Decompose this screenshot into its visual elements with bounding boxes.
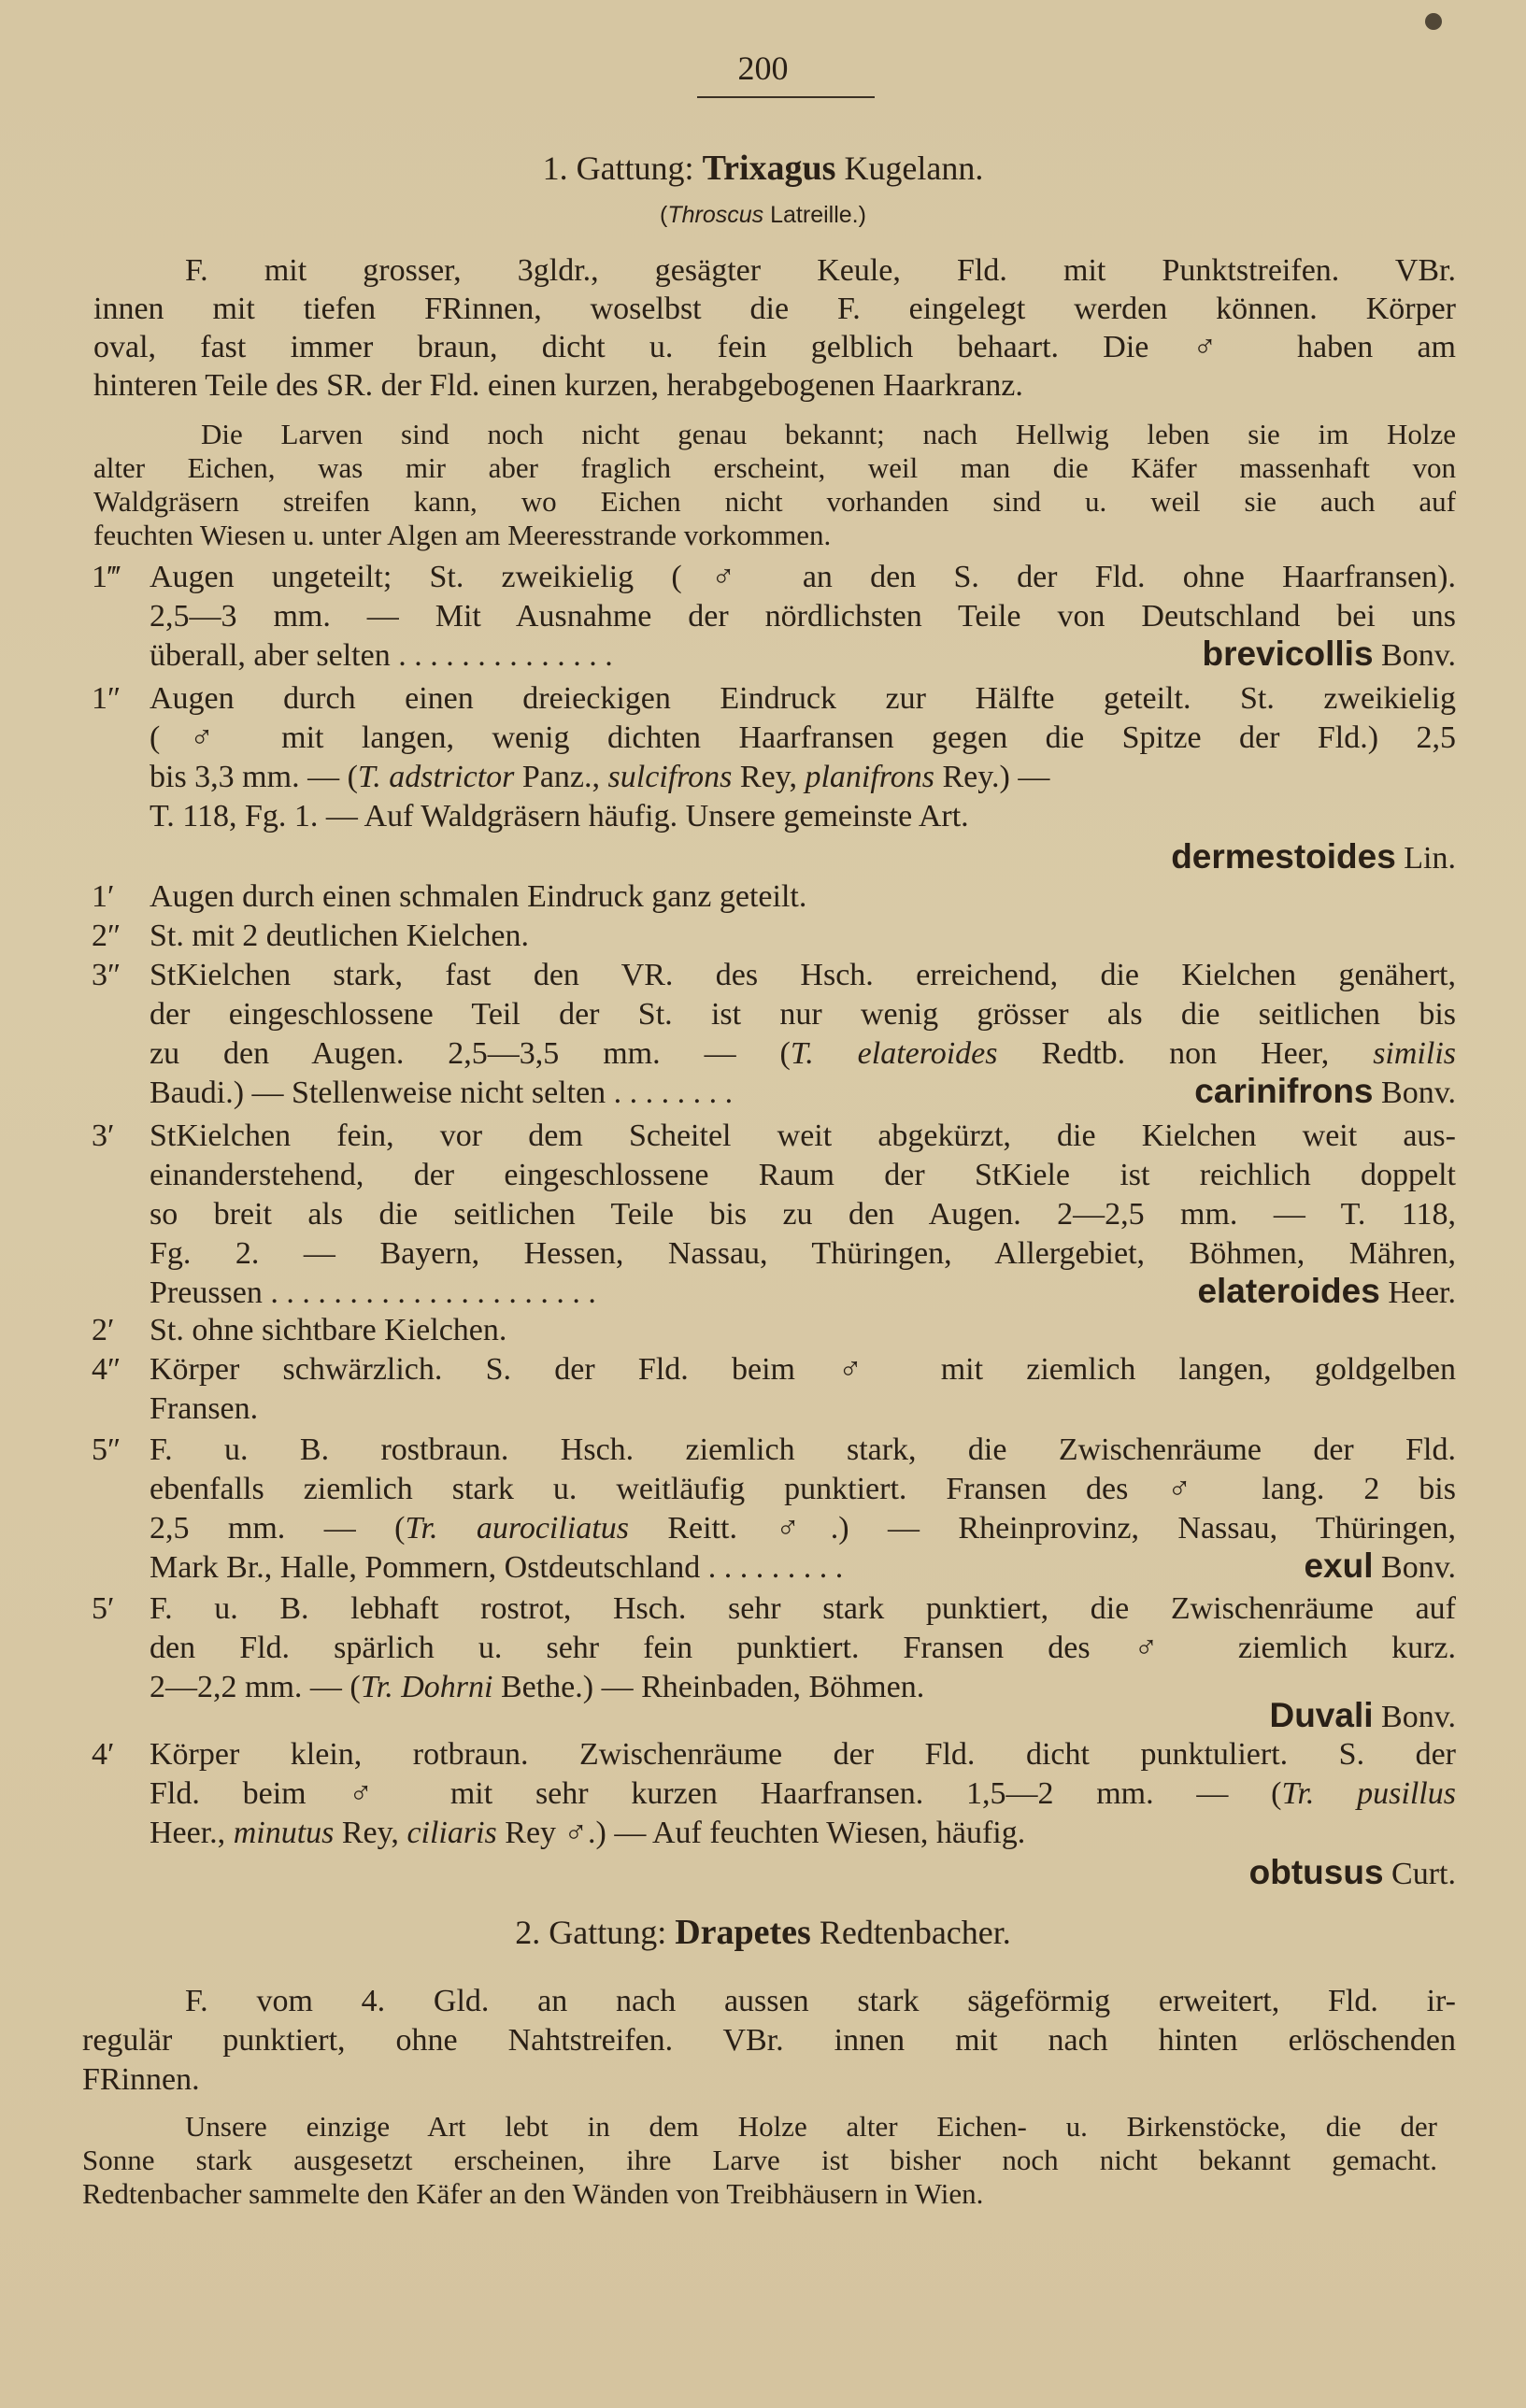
ink-spot xyxy=(1425,13,1442,30)
genus2-note-line: Sonne stark ausgesetzt erscheinen, ihre Larve ist bisher noch nicht bekannt gemacht. xyxy=(82,2144,1437,2176)
synonym: minutus xyxy=(233,1816,335,1850)
key-line: den Fld. spärlich u. sehr fein punktiert. Fransen des ♂ ziemlich kurz. xyxy=(150,1631,1456,1665)
key-line: Körper schwärzlich. S. der Fld. beim ♂ mit ziemlich langen, goldgelben xyxy=(150,1352,1456,1387)
genus-heading-drapetes xyxy=(0,1914,1526,1951)
genus2-note-line: Unsere einzige Art lebt in dem Holze alter Eichen- u. Birkenstöcke, die der xyxy=(185,2110,1437,2143)
key-line: der eingeschlossene Teil der St. ist nur wenig grösser als die seitlichen bis xyxy=(150,997,1456,1032)
key-line: Augen ungeteilt; St. zweikielig (♂ an den S. der Fld. ohne Haarfransen). xyxy=(150,560,1456,594)
key-number: 4′ xyxy=(92,1737,115,1772)
key-line: so breit als die seitlichen Teile bis zu den Augen. 2—2,5 mm. — T. 118, xyxy=(150,1197,1456,1232)
species-name: elateroides xyxy=(1197,1272,1380,1310)
genus1-note-line: feuchten Wiesen u. unter Algen am Meeresstrande vorkommen. xyxy=(93,519,832,551)
species-author: Bonv. xyxy=(1381,638,1456,673)
genus2-desc-line: F. vom 4. Gld. an nach aussen stark sägeförmig erweitert, Fld. ir- xyxy=(185,1984,1456,2018)
species-entry-elateroides xyxy=(841,1273,1456,1312)
genus1-desc-line: innen mit tiefen FRinnen, woselbst die F. eingelegt werden können. Körper xyxy=(93,292,1456,326)
synonym-name: Throscus xyxy=(667,202,764,228)
key-line-synonyms: Fld. beim ♂ mit sehr kurzen Haarfransen. 1,5—2 mm. — (Tr. pusillus xyxy=(150,1776,1456,1811)
key-line-synonyms: Heer., minutus Rey, ciliaris Rey ♂.) — Auf feuchten Wiesen, häufig. xyxy=(150,1816,1026,1850)
key-line: F. u. B. lebhaft rostrot, Hsch. sehr stark punktiert, die Zwischenräume auf xyxy=(150,1591,1456,1626)
species-entry-exul xyxy=(841,1547,1456,1587)
key-line-synonyms: 2,5 mm. — (Tr. aurociliatus Reitt. ♂.) — Rheinprovinz, Nassau, Thüringen, xyxy=(150,1511,1457,1546)
genus1-desc-line: hinteren Teile des SR. der Fld. einen kurzen, herabgebogenen Haarkranz. xyxy=(93,368,1023,403)
species-author: Lin. xyxy=(1404,841,1456,876)
genus-prefix: 1. Gattung: xyxy=(542,150,694,187)
key-line-synonyms: 2—2,2 mm. — (Tr. Dohrni Bethe.) — Rheinbaden, Böhmen. xyxy=(150,1670,925,1704)
key-number: 1″ xyxy=(92,681,121,716)
genus1-note-line: alter Eichen, was mir aber fraglich erscheint, weil man die Käfer massenhaft von xyxy=(93,451,1456,484)
synonym: T. adstrictor xyxy=(357,760,515,794)
key-line: St. mit 2 deutlichen Kielchen. xyxy=(150,919,530,953)
key-line: StKielchen stark, fast den VR. des Hsch. erreichend, die Kielchen genähert, xyxy=(150,958,1456,992)
key-line: Körper klein, rotbraun. Zwischenräume der Fld. dicht punktuliert. S. der xyxy=(150,1737,1456,1772)
species-entry-obtusus xyxy=(841,1854,1456,1893)
species-author: Bonv. xyxy=(1381,1550,1456,1585)
genus-synonym: (Throscus Latreille.) xyxy=(660,202,866,228)
synonym: T. elateroides xyxy=(790,1036,998,1071)
species-name: obtusus xyxy=(1248,1853,1384,1891)
genus2-desc-line: regulär punktiert, ohne Nahtstreifen. VBr. innen mit nach hinten erlöschenden xyxy=(82,2023,1456,2058)
key-line: ebenfalls ziemlich stark u. weitläufig punktiert. Fransen des ♂ lang. 2 bis xyxy=(150,1472,1456,1506)
key-line-synonyms: zu den Augen. 2,5—3,5 mm. — (T. elateroides Redtb. non Heer, similis xyxy=(150,1036,1457,1071)
genus2-note-line: Redtenbacher sammelte den Käfer an den Wänden von Treibhäusern in Wien. xyxy=(82,2177,984,2210)
key-number: 2′ xyxy=(92,1313,115,1347)
key-number: 4″ xyxy=(92,1352,121,1387)
key-number: 5′ xyxy=(92,1591,115,1626)
species-name: carinifrons xyxy=(1194,1072,1374,1110)
genus-name: Drapetes xyxy=(675,1913,811,1952)
key-number: 3′ xyxy=(92,1119,115,1153)
key-line: 2,5—3 mm. — Mit Ausnahme der nördlichsten Teile von Deutschland bei uns xyxy=(150,599,1456,634)
genus1-desc-line: oval, fast immer braun, dicht u. fein gelblich behaart. Die ♂ haben am xyxy=(93,330,1456,364)
genus2-desc-line: FRinnen. xyxy=(82,2062,200,2097)
key-number: 1′ xyxy=(92,879,115,914)
key-line: St. ohne sichtbare Kielchen. xyxy=(150,1313,507,1347)
genus-prefix: 2. Gattung: xyxy=(515,1914,667,1951)
genus-heading-trixagus xyxy=(0,150,1526,187)
genus1-note-line: Die Larven sind noch nicht genau bekannt; nach Hellwig leben sie im Holze xyxy=(201,418,1456,450)
species-entry-duvali xyxy=(841,1697,1456,1736)
species-author: Curt. xyxy=(1391,1857,1456,1891)
key-number: 1‴ xyxy=(92,560,121,594)
species-name: brevicollis xyxy=(1202,634,1374,673)
species-entry-brevicollis xyxy=(841,635,1456,675)
key-line: Augen durch einen dreieckigen Eindruck zur Hälfte geteilt. St. zweikielig xyxy=(150,681,1456,716)
synonym: similis xyxy=(1373,1036,1457,1071)
key-line: Baudi.) — Stellenweise nicht selten . . . . . . . . xyxy=(150,1076,734,1110)
page-number-rule xyxy=(697,96,875,98)
synonym: sulcifrons xyxy=(607,760,733,794)
synonym-author: Latreille.) xyxy=(770,202,866,228)
species-entry-carinifrons xyxy=(841,1073,1456,1112)
key-line: (♂ mit langen, wenig dichten Haarfransen gegen die Spitze der Fld.) 2,5 xyxy=(150,720,1456,755)
key-number: 5″ xyxy=(92,1432,121,1467)
synonym: Tr. Dohrni xyxy=(360,1670,493,1704)
key-line: StKielchen fein, vor dem Scheitel weit abgekürzt, die Kielchen weit aus- xyxy=(150,1119,1456,1153)
genus-author: Redtenbacher. xyxy=(819,1914,1011,1951)
key-line: überall, aber selten . . . . . . . . . . . . . . xyxy=(150,638,613,673)
key-line: F. u. B. rostbraun. Hsch. ziemlich stark, die Zwischenräume der Fld. xyxy=(150,1432,1456,1467)
key-line: Fg. 2. — Bayern, Hessen, Nassau, Thüringen, Allergebiet, Böhmen, Mähren, xyxy=(150,1236,1456,1271)
genus1-desc-line: F. mit grosser, 3gldr., gesägter Keule, Fld. mit Punktstreifen. VBr. xyxy=(185,253,1456,288)
key-line: Mark Br., Halle, Pommern, Ostdeutschland . . . . . . . . . xyxy=(150,1550,844,1585)
species-author: Bonv. xyxy=(1381,1700,1456,1734)
key-line: Augen durch einen schmalen Eindruck ganz geteilt. xyxy=(150,879,807,914)
genus-name: Trixagus xyxy=(702,149,836,188)
species-entry-dermestoides xyxy=(841,838,1456,877)
species-name: dermestoides xyxy=(1171,837,1396,876)
synonym: planifrons xyxy=(805,760,934,794)
synonym: ciliaris xyxy=(406,1816,497,1850)
synonym: Tr. aurociliatus xyxy=(405,1511,629,1546)
species-author: Heer. xyxy=(1388,1275,1456,1310)
key-line: T. 118, Fg. 1. — Auf Waldgräsern häufig. Unsere gemeinste Art. xyxy=(150,799,969,834)
key-line: Fransen. xyxy=(150,1391,259,1426)
key-number: 3″ xyxy=(92,958,121,992)
species-name: exul xyxy=(1304,1546,1374,1585)
key-line: Preussen . . . . . . . . . . . . . . . . . . . . . xyxy=(150,1275,596,1310)
synonym: Tr. pusillus xyxy=(1281,1776,1456,1811)
species-author: Bonv. xyxy=(1381,1076,1456,1110)
key-line: einanderstehend, der eingeschlossene Raum der StKiele ist reichlich doppelt xyxy=(150,1158,1456,1192)
genus1-note-line: Waldgräsern streifen kann, wo Eichen nicht vorhanden sind u. weil sie auch auf xyxy=(93,485,1456,518)
genus-author: Kugelann. xyxy=(844,150,984,187)
species-name: Duvali xyxy=(1269,1696,1374,1734)
key-line-synonyms: bis 3,3 mm. — (T. adstrictor Panz., sulcifrons Rey, planifrons Rey.) — xyxy=(150,760,1050,794)
key-number: 2″ xyxy=(92,919,121,953)
page-number: 200 xyxy=(737,50,789,87)
